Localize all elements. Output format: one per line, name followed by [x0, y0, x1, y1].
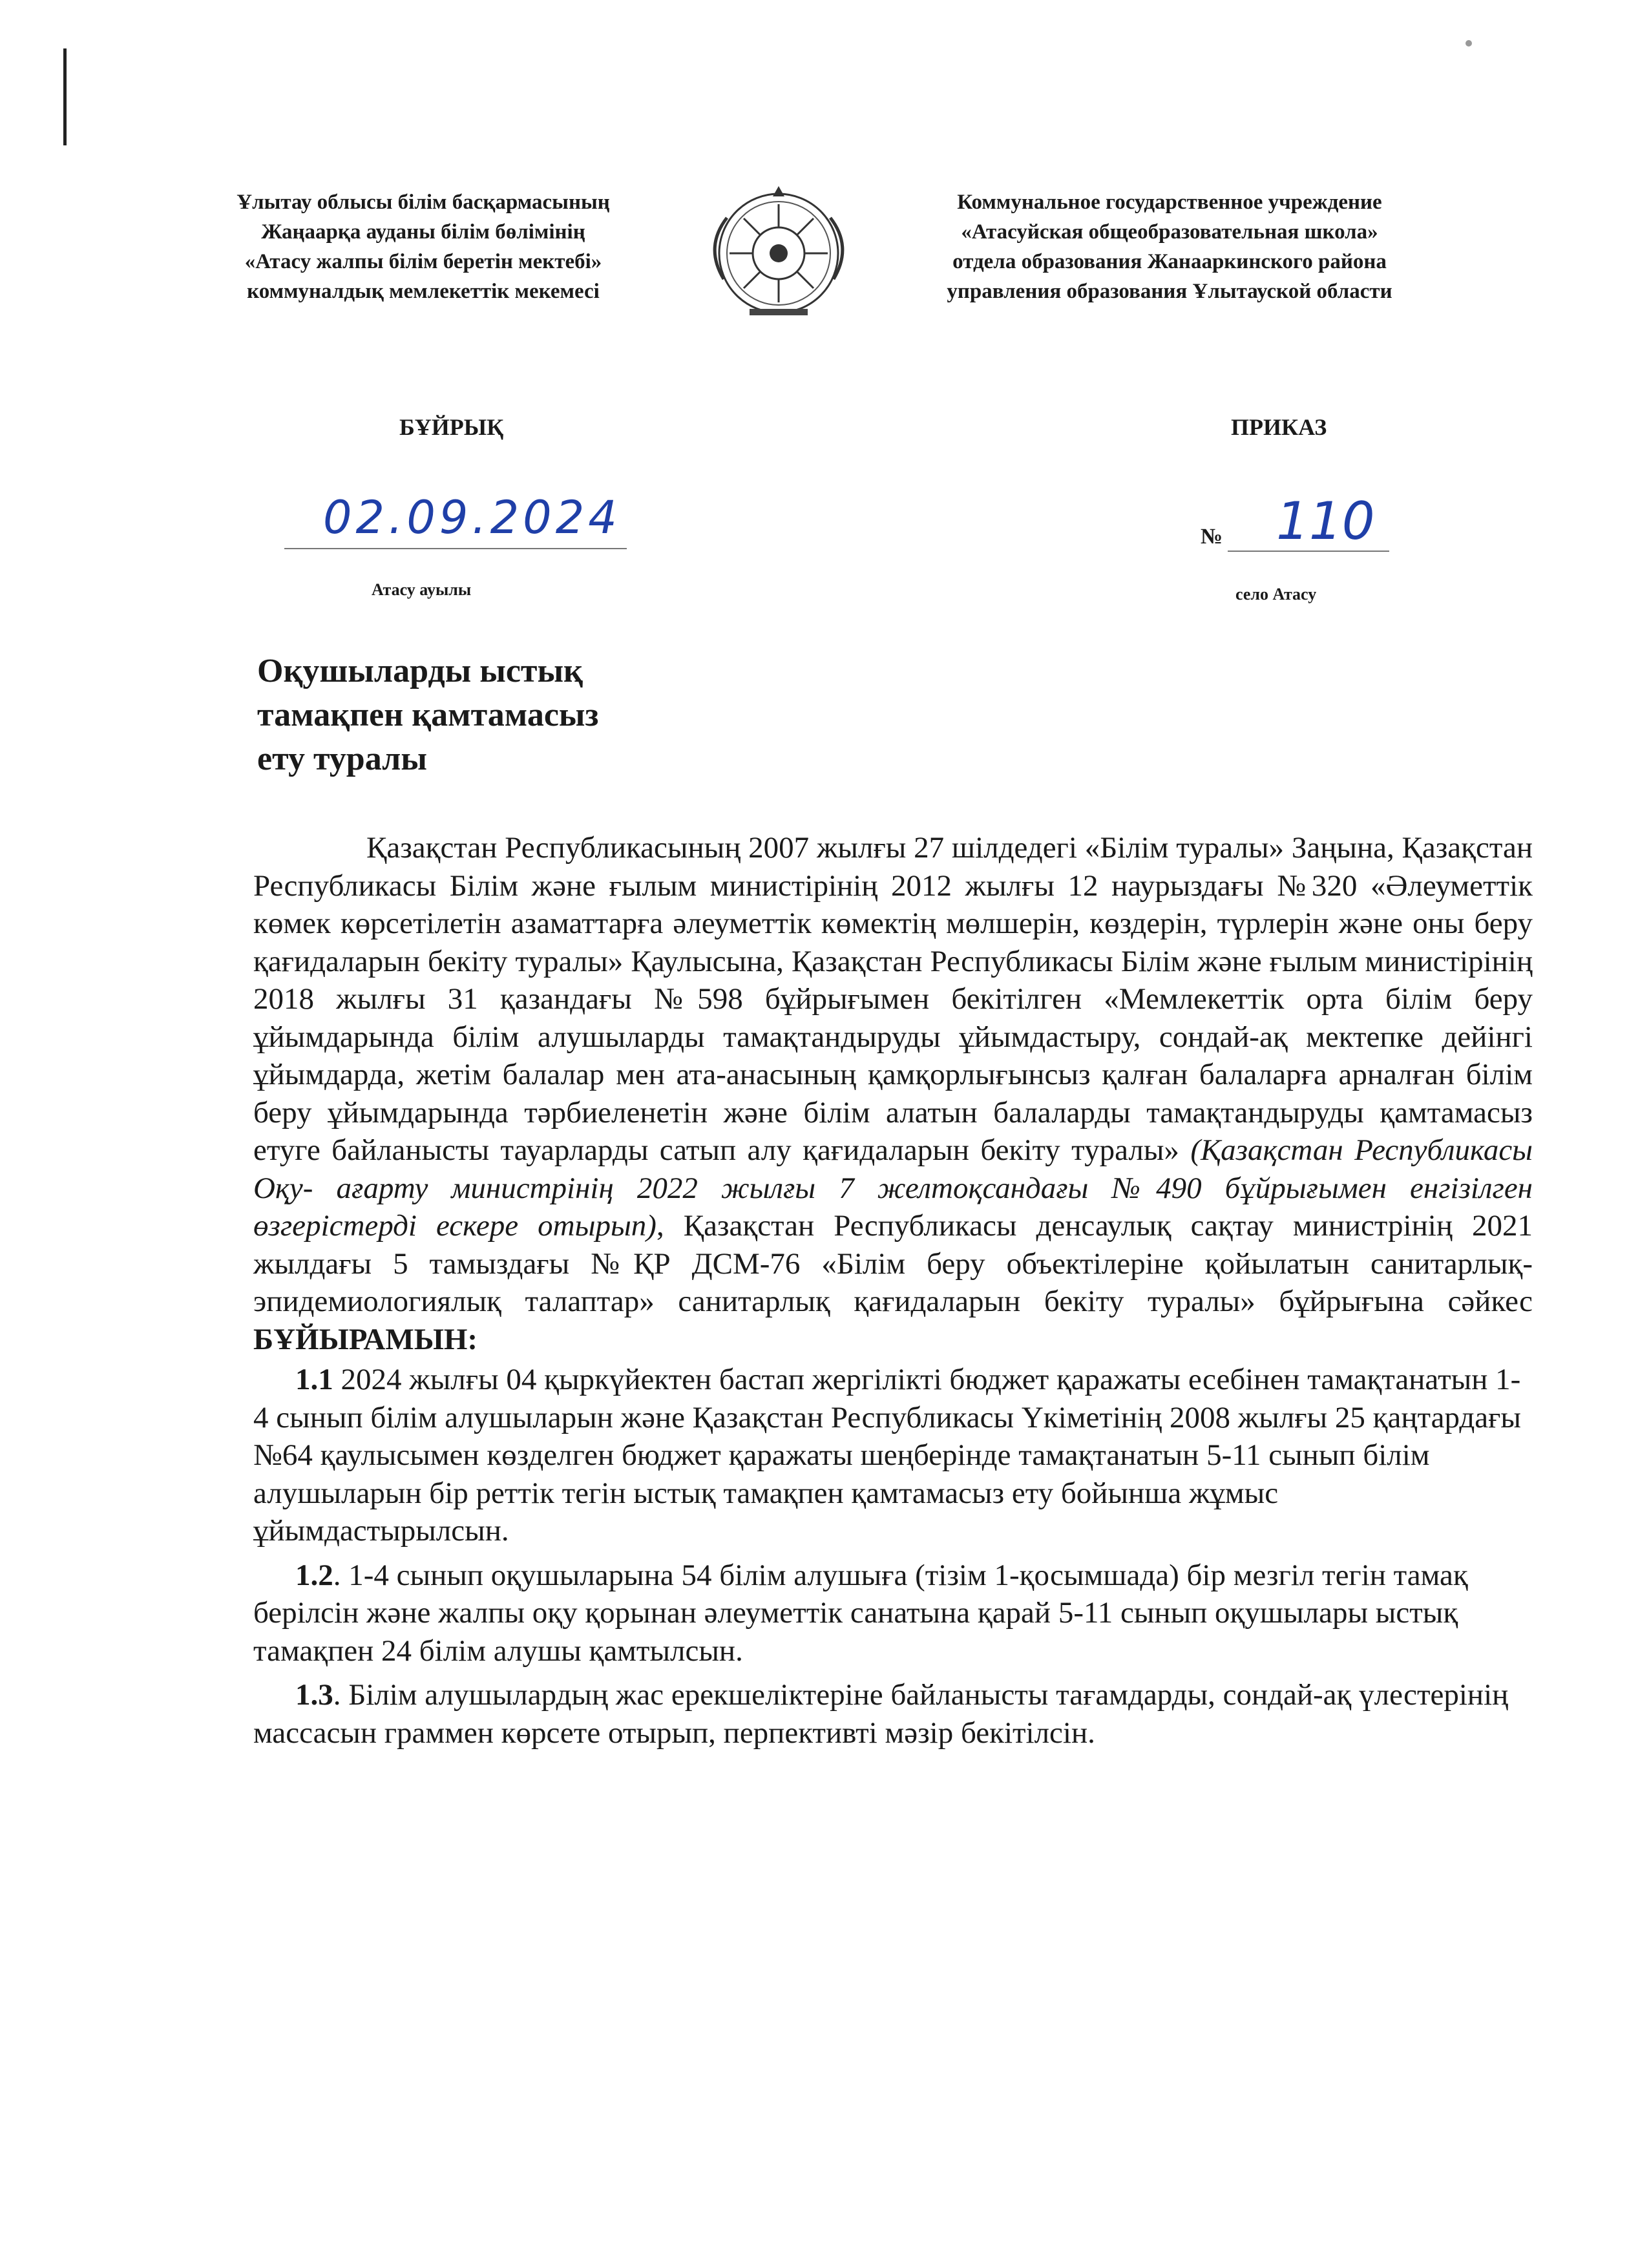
title-line: ету туралы [257, 740, 427, 777]
header-left-line: Ұлытау облысы білім басқармасының [236, 191, 610, 214]
intro-italic-note: (Қазақстан Республикасы Оқу- ағарту министрінің 2022 жылғы 7 желтоқсандағы №490 бұйрығымен енгізілген өзгерістерді ескере отырып) [253, 1133, 1533, 1243]
date-underline [284, 548, 627, 549]
item-text: . 1-4 сынып оқушыларына 54 білім алушыға (тізім 1-қосымшада) бір мезгіл тегін тамақ берілсін және жалпы оқу қорынан әлеуметтік санатына қарай 5-11 сынып оқушылары ыстық тамақпен 24 білім алушы қамтылсын. [253, 1558, 1468, 1668]
header-right [834, 187, 1506, 306]
scan-edge-mark [63, 48, 67, 145]
item-text: . Білім алушылардың жас ерекшеліктеріне байланысты тағамдарды, сондай-ақ үлестерінің массасын граммен көрсете отырып, перпективті мәзір бекітілсін. [253, 1678, 1509, 1750]
header-right-line: «Атасуйская общеобразовательная школа» [961, 220, 1378, 244]
header-left [171, 187, 675, 306]
place-ru: село Атасу [1235, 585, 1317, 604]
item-number: 1.2 [295, 1558, 333, 1592]
header-right-line: управления образования Ұлытауской области [947, 280, 1392, 303]
number-underline [1228, 551, 1389, 552]
order-word-ru: ПРИКАЗ [1231, 414, 1327, 440]
command-word: БҰЙЫРАМЫН: [253, 1322, 478, 1356]
item-text: 2024 жылғы 04 қыркүйектен бастап жергілікті бюджет қаражаты есебінен тамақтанатын 1-4 сынып білім алушыларын және Қазақстан Республикасы Үкіметінің 2008 жылғы 25 қаңтардағы №64 қаулысымен көзделген бюджет қаражаты шеңберінде тамақтанатын 5-11 сынып білім алушыларын бір реттік тегін ыстық тамақпен қамтамасыз ету бойынша жұмыс ұйымдастырылсын. [253, 1363, 1521, 1548]
header-left-line: «Атасу жалпы білім беретін мектебі» [244, 250, 602, 273]
intro-text-continued: , Қазақстан Республикасы денсаулық сақтау министрінің 2021 жылдағы 5 тамыздағы №ҚР ДСМ-76 «Білім беру объектілеріне қойылатын санитарлық-эпидемиологиялық талаптар» санитарлық қағидаларын бекіту туралы» бұйрығына сәйкес [253, 1209, 1533, 1318]
order-word-kz: БҰЙРЫҚ [399, 414, 504, 440]
item-number: 1.3 [295, 1678, 333, 1712]
document-body [253, 829, 1533, 1752]
item-number: 1.1 [295, 1363, 333, 1396]
header-left-line: Жаңаарқа ауданы білім бөлімінің [261, 220, 585, 244]
header-right-line: Коммунальное государственное учреждение [957, 191, 1382, 214]
scan-speck [1465, 40, 1472, 47]
title-line: Оқушыларды ыстық [257, 653, 583, 689]
order-item [253, 1676, 1533, 1752]
header-left-line: коммуналдық мемлекеттік мекемесі [247, 280, 600, 303]
order-number: 110 [1276, 491, 1375, 551]
document-title [257, 649, 598, 781]
number-sign: № [1201, 525, 1223, 549]
order-item [253, 1361, 1533, 1550]
order-date: 02.09.2024 [323, 491, 621, 544]
header-right-line: отдела образования Жанааркинского района [952, 250, 1387, 273]
place-kz: Атасу ауылы [372, 580, 472, 599]
intro-paragraph [253, 829, 1533, 1358]
intro-text: Қазақстан Республикасының 2007 жылғы 27 шілдедегі «Білім туралы» Заңына, Қазақстан Республикасы Білім және ғылым министірінің 2012 жылғы 12 наурыздағы №320 «Әлеуметтік көмек көрсетілетін азаматтарға әлеуметтік көмектің мөлшерін, көздерін, түрлерін және оны беру қағидаларын бекіту туралы» Қаулысына, Қазақстан Республикасы Білім және ғылым министірінің 2018 жылғы 31 қазандағы №598 бұйрығымен бекітілген «Мемлекеттік орта білім беру ұйымдарында білім алушыларды тамақтандыруды ұйымдастыру, сондай-ақ мектепке дейінгі ұйымдарда, жетім балалар мен ата-анасының қамқорлығынсыз қалған балаларға арналған білім беру ұйымдарында тәрбиеленетін және білім алатын балаларды тамақтандыруды қамтамасыз етуге байланысты тауарларды сатып алу қағидаларын бекіту туралы» [253, 831, 1533, 1167]
order-item [253, 1557, 1533, 1670]
title-line: тамақпен қамтамасыз [257, 697, 599, 733]
